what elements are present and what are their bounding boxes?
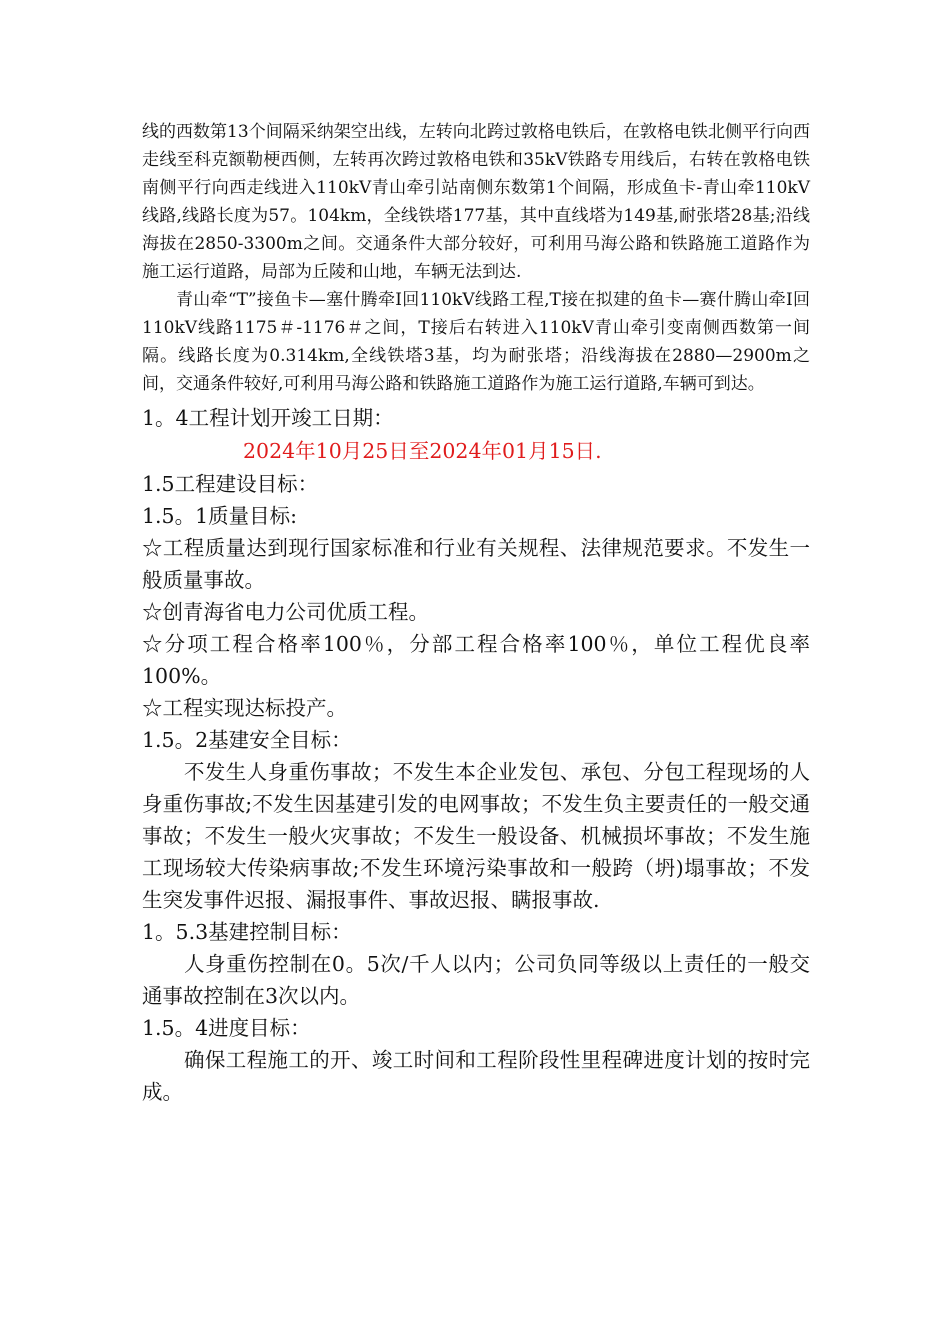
section-heading-1-5: 1.5工程建设目标： — [142, 472, 319, 496]
t-connection-paragraph: 青山牵“T”接鱼卡—塞什腾牵I回110kV线路工程,T接在拟建的鱼卡—赛什腾山牵I回110kV线路1175＃-1176＃之间，T接后右转进入110kV青山牵引变南侧西数第一间隔。线路长度为0.314km,全线铁塔3基，均为耐张塔；沿线海拔在2880—2900m之间，交通条件较好,可利用马海公路和铁路施工道路作为施工运行道路,车辆可到达。 — [142, 290, 810, 394]
safety-goals-paragraph: 不发生人身重伤事故；不发生本企业发包、承包、分包工程现场的人身重伤事故;不发生因基建引发的电网事故；不发生负主要责任的一般交通事故；不发生一般火灾事故；不发生一般设备、机械损坏事故；不发生施工现场较大传染病事故;不发生环境污染事故和一般跨（坍)塌事故；不发生突发事件迟报、漏报事件、事故迟报、瞒报事故. — [142, 760, 810, 912]
quality-goal-item: ☆工程实现达标投产。 — [142, 696, 347, 720]
section-heading-1-5-2: 1.5。2基建安全目标： — [142, 728, 352, 752]
schedule-dates: 2024年10月25日至2024年01月15日. — [243, 439, 602, 463]
quality-goal-item: ☆分项工程合格率100％，分部工程合格率100％，单位工程优良率100%。 — [142, 632, 810, 688]
document-page — [142, 118, 810, 1108]
quality-goal-item: ☆工程质量达到现行国家标准和行业有关规程、法律规范要求。不发生一般质量事故。 — [142, 536, 810, 592]
quality-goal-item: ☆创青海省电力公司优质工程。 — [142, 600, 429, 624]
control-goals-paragraph: 人身重伤控制在0。5次/千人以内；公司负同等级以上责任的一般交通事故控制在3次以内。 — [142, 952, 810, 1008]
section-heading-1-5-4: 1.5。4进度目标： — [142, 1016, 311, 1040]
section-heading-1-5-3: 1。5.3基建控制目标： — [142, 920, 352, 944]
section-heading-1-4: 1。4工程计划开竣工日期： — [142, 406, 394, 430]
route-description-paragraph: 线的西数第13个间隔采纳架空出线，左转向北跨过敦格电铁后，在敦格电铁北侧平行向西走线至科克额勒梗西侧，左转再次跨过敦格电铁和35kV铁路专用线后，右转在敦格电铁南侧平行向西走线进入110kV青山牵引站南侧东数第1个间隔，形成鱼卡-青山牵110kV线路,线路长度为57。104km，全线铁塔177基，其中直线塔为149基,耐张塔28基;沿线海拔在2850-3300m之间。交通条件大部分较好，可利用马海公路和铁路施工道路作为施工运行道路，局部为丘陵和山地，车辆无法到达. — [142, 122, 810, 282]
section-heading-1-5-1: 1.5。1质量目标: — [142, 504, 298, 528]
progress-goals-paragraph: 确保工程施工的开、竣工时间和工程阶段性里程碑进度计划的按时完成。 — [142, 1048, 810, 1104]
